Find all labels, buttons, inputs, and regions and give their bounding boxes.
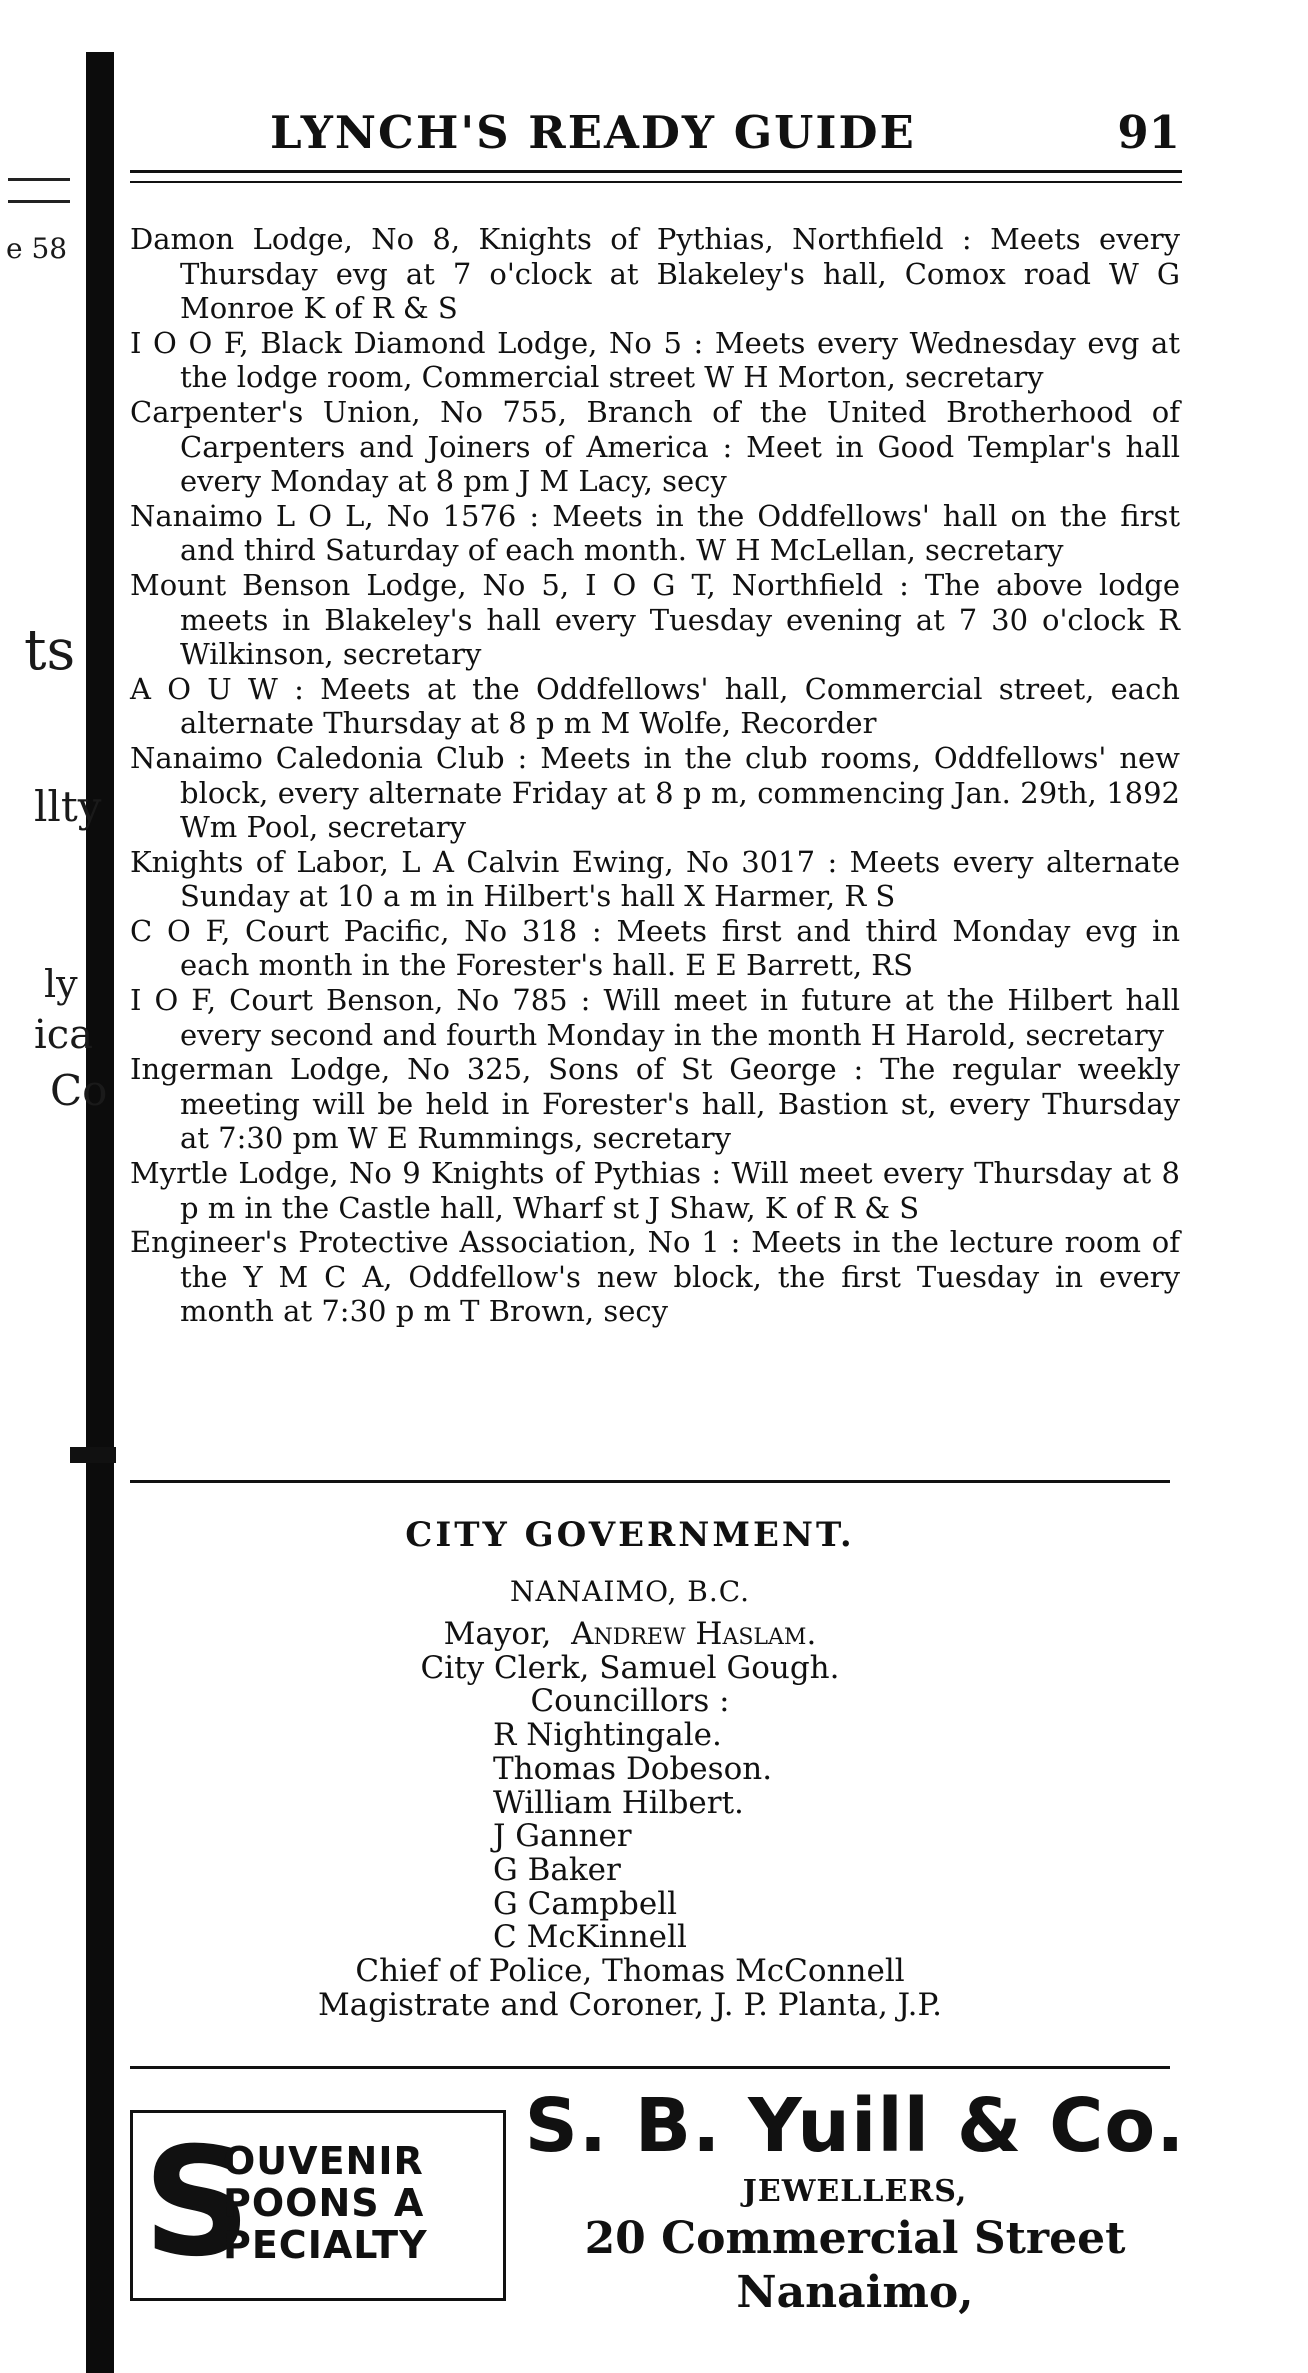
councillor-name: G Baker bbox=[493, 1851, 621, 1888]
souvenir-line: PECIALTY bbox=[223, 2223, 428, 2267]
souvenir-initial: S bbox=[143, 2116, 252, 2290]
mayor-label: Mayor, bbox=[443, 1616, 552, 1652]
councillor-name: William Hilbert. bbox=[493, 1784, 744, 1821]
directory-entry: Damon Lodge, No 8, Knights of Pythias, Northfield : Meets every Thursday evg at 7 o'clock at Blakeley's hall, Comox road W G Monroe K of R & S bbox=[130, 222, 1180, 326]
mayor-name: Andrew Haslam. bbox=[571, 1616, 817, 1652]
book-binding-edge bbox=[86, 52, 114, 2373]
directory-entry: Myrtle Lodge, No 9 Knights of Pythias : Will meet every Thursday at 8 p m in the Castle hall, Wharf st J Shaw, K of R & S bbox=[130, 1156, 1180, 1225]
directory-entry: Mount Benson Lodge, No 5, I O G T, Northfield : The above lodge meets in Blakeley's hall every Tuesday evening at 7 30 o'clock R Wilkinson, secretary bbox=[130, 567, 1180, 672]
directory-entry: Nanaimo L O L, No 1576 : Meets in the Oddfellows' hall on the first and third Saturday of each month. W H McLellan, secretary bbox=[130, 498, 1180, 568]
city-government-title: CITY GOVERNMENT. bbox=[405, 1515, 855, 1555]
header-rule-top bbox=[130, 170, 1182, 173]
margin-fragment: e 58 bbox=[6, 232, 68, 265]
councillor-name: G Campbell bbox=[493, 1885, 678, 1922]
margin-fragment: llty bbox=[34, 782, 102, 831]
margin-rule bbox=[8, 200, 70, 203]
running-header bbox=[270, 106, 1200, 166]
firm-trade: JEWELLERS, bbox=[742, 2174, 968, 2209]
directory-entry: Ingerman Lodge, No 325, Sons of St George : The regular weekly meeting will be held in Forester's hall, Bastion st, every Thursday at 7:30 pm W E Rummings, secretary bbox=[130, 1052, 1180, 1156]
firm-city: Nanaimo, bbox=[736, 2267, 974, 2318]
directory-entry: Nanaimo Caledonia Club : Meets in the club rooms, Oddfellows' new block, every alternate Friday at 8 p m, commencing Jan. 29th, 1892 Wm Pool, secretary bbox=[130, 740, 1180, 845]
councillor-name: R Nightingale. bbox=[493, 1717, 722, 1754]
directory-entry: C O F, Court Pacific, No 318 : Meets first and third Monday evg in each month in the Forester's hall. E E Barrett, RS bbox=[130, 913, 1180, 983]
councillor-name: C McKinnell bbox=[493, 1919, 687, 1956]
souvenir-line: POONS A bbox=[223, 2181, 425, 2225]
advert-divider bbox=[130, 2066, 1170, 2069]
chief-of-police-line: Chief of Police, Thomas McConnell bbox=[355, 1953, 905, 1990]
society-directory bbox=[130, 222, 1180, 1329]
councillors-label: Councillors : bbox=[530, 1683, 730, 1720]
firm-name: S. B. Yuill & Co. bbox=[524, 2083, 1186, 2169]
section-divider bbox=[130, 1480, 1170, 1483]
city-government-section bbox=[180, 1510, 1080, 2022]
souvenir-line: OUVENIR bbox=[223, 2139, 424, 2183]
binding-notch bbox=[70, 1447, 116, 1463]
jeweller-advertisement bbox=[130, 2080, 1200, 2350]
firm-address: 20 Commercial Street bbox=[584, 2213, 1126, 2264]
header-rule-bottom bbox=[130, 181, 1182, 183]
city-government-place: NANAIMO, B.C. bbox=[509, 1575, 751, 1608]
mayor-line bbox=[180, 1618, 1080, 1652]
directory-entry: Knights of Labor, L A Calvin Ewing, No 3017 : Meets every alternate Sunday at 10 a m in Hilbert's hall X Harmer, R S bbox=[130, 844, 1180, 914]
directory-entry: Carpenter's Union, No 755, Branch of the United Brotherhood of Carpenters and Joiners of America : Meet in Good Templar's hall every Monday at 8 pm J M Lacy, secy bbox=[130, 394, 1180, 499]
margin-fragment: ica bbox=[34, 1012, 94, 1058]
magistrate-line: Magistrate and Coroner, J. P. Planta, J.P. bbox=[318, 1986, 942, 2023]
directory-entry: I O F, Court Benson, No 785 : Will meet in future at the Hilbert hall every second and fourth Monday in the month H Harold, secretary bbox=[130, 983, 1180, 1052]
directory-entry: A O U W : Meets at the Oddfellows' hall, Commercial street, each alternate Thursday at 8 p m M Wolfe, Recorder bbox=[130, 671, 1180, 741]
souvenir-spoons-box bbox=[130, 2110, 506, 2301]
councillor-name: Thomas Dobeson. bbox=[493, 1750, 773, 1787]
directory-entry: I O O F, Black Diamond Lodge, No 5 : Meets every Wednesday evg at the lodge room, Commercial street W H Morton, secretary bbox=[130, 325, 1180, 395]
directory-entry: Engineer's Protective Association, No 1 : Meets in the lecture room of the Y M C A, Oddfellow's new block, the first Tuesday in every month at 7:30 p m T Brown, secy bbox=[130, 1225, 1180, 1329]
running-header-title: LYNCH'S READY GUIDE bbox=[270, 106, 916, 159]
margin-fragment: ts bbox=[24, 618, 76, 683]
councillor-name: J Ganner bbox=[493, 1818, 632, 1855]
margin-fragment: ly bbox=[44, 962, 78, 1006]
page-number: 91 bbox=[1117, 106, 1180, 159]
margin-rule bbox=[8, 178, 70, 181]
city-clerk-line: City Clerk, Samuel Gough. bbox=[420, 1649, 840, 1686]
firm-block bbox=[510, 2080, 1200, 2320]
margin-fragment: Co bbox=[50, 1066, 108, 1115]
